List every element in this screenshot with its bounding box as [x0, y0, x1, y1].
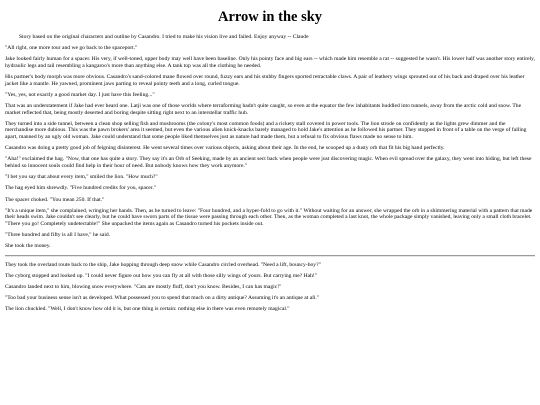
story-paragraph: "Too bad your business sense isn't as developed. What possessed you to spend that much on a dirty antique? Assuming it's an antique at all." — [5, 295, 320, 302]
story-paragraph: She took the money. — [5, 243, 51, 250]
story-paragraph: The lion chuckled. "Well, I don't know how old it is, but one thing is certain: nothing else in there was even remotely magical." — [5, 306, 290, 313]
story-paragraph: That was an understatement if Jake had ever heard one. Latji was one of those worlds where terraforming hadn't quite caught, so even at the equator the few inhabitants huddled into tunnels, away from the arctic cold and snow. The market reflected that, being mostly deserted and boring despite sitting right next to an interstellar traffic hub. — [5, 103, 522, 116]
story-paragraph: The spacer choked. "You mean 250. If that." — [5, 196, 105, 203]
story-section-2 — [5, 262, 535, 313]
story-paragraph: They took the overland route back to the ship, Jake hopping through deep snow while Casandro circled overhead. "Need a lift, bouncy-boy?" — [5, 261, 321, 268]
story-section-1 — [5, 45, 535, 250]
story-paragraph: Casandro landed next to him, blowing snow everywhere. "Cats are mostly fluff, don't you know. Besides, I can has magic!" — [5, 283, 282, 290]
story-paragraph: "Yes, yes, not exactly a good market day. I just have this feeling..." — [5, 91, 155, 98]
story-paragraph: "It's a unique item," she complained, wringing her hands. Then, as he turned to leave: "Four hundred, and a hyper-fold to go with it." Without waiting for an answer, she wrapped the orb in a shimmering material with a pattern that made their heads swim. Jake couldn't see clearly, but he could have sworn parts of the tissue were passing through each other. Then, as the woman completed a last knot, the whole package simply vanished, leaving only a small cloth bracelet. "There you go! Completely undetectable!" She unpacked the items again as Casandro turned his pockets inside out. — [5, 207, 533, 227]
story-paragraph: The hag eyed him shrewdly. "Five hundred credits for you, spacer." — [5, 185, 156, 192]
story-paragraph: His partner's body morph was more obvious. Casandro's sand-colored mane flowed over round, fuzzy ears and his stubby fingers sported retractable claws. A pair of leathery wings sprouted out of his back and draped over his leather jacket like a mantle. He yawned, prominent jaws parting to reveal pointy teeth and a long, curled tongue. — [5, 74, 525, 87]
story-paragraph: "Aha!" exclaimed the hag. "Now, that one has quite a story. They say it's an Orb of Seeking, made by an ancient sect back when people were just discovering magic. When evil spread over the galaxy, they went into hiding, but left these behind so innocent souls could find help in their hour of need. But nobody knows how they work anymore." — [5, 156, 532, 169]
section-divider — [5, 255, 535, 257]
story-paragraph: "Three hundred and fifty is all I have," he said. — [5, 232, 111, 239]
author-note: Story based on the original characters and outline by Casandro. I tried to make his vision live and failed. Enjoy anyway -- Claude — [19, 33, 309, 40]
story-paragraph: "All right, one more tour and we go back to the spaceport." — [5, 45, 138, 52]
story-paragraph: Jake looked fairly human for a spacer. His very, if well-toned, upper body may well have been baseline. Only his pointy face and big ears -- which made him resemble a rat -- suggested he wasn't. His lower half was another story entirely, hydraulic legs and tail resembling a kangaroo's more than anything else. A tank top was all the clothing he needed. — [5, 56, 535, 69]
story-paragraph: "I bet you say that about every item," smiled the lion. "How much?" — [5, 174, 158, 181]
story-paragraph: They turned into a side tunnel, between a clean shop selling fish and mushrooms (the colony's most common foods) and a rickety stall covered in power tools. The lion strode on confidently as the lights grew dimmer and the merchandise more dubious. This was the pawn brokers' area it seemed, but even the various alien knick-knacks barely managed to hold Jake's attention as he followed his partner. They stopped in front of a table on the verge of falling apart, manned by an ugly old woman. Jake could understand that some people liked themselves just as nature had made them, but a refusal to fix obvious flaws made no sense to him. — [5, 120, 527, 141]
story-title: Arrow in the sky — [217, 9, 323, 25]
story-paragraph: The cyborg stopped and looked up. "I could never figure out how you can fly at all with those silly wings of yours. But carrying me? Hah!" — [5, 272, 318, 279]
story-paragraph: Casandro was doing a pretty good job of feigning disinterest. He went several times over various objects, asking about their age. In the end, he scooped up a dusty orb that fit his big hand perfectly. — [5, 145, 445, 152]
